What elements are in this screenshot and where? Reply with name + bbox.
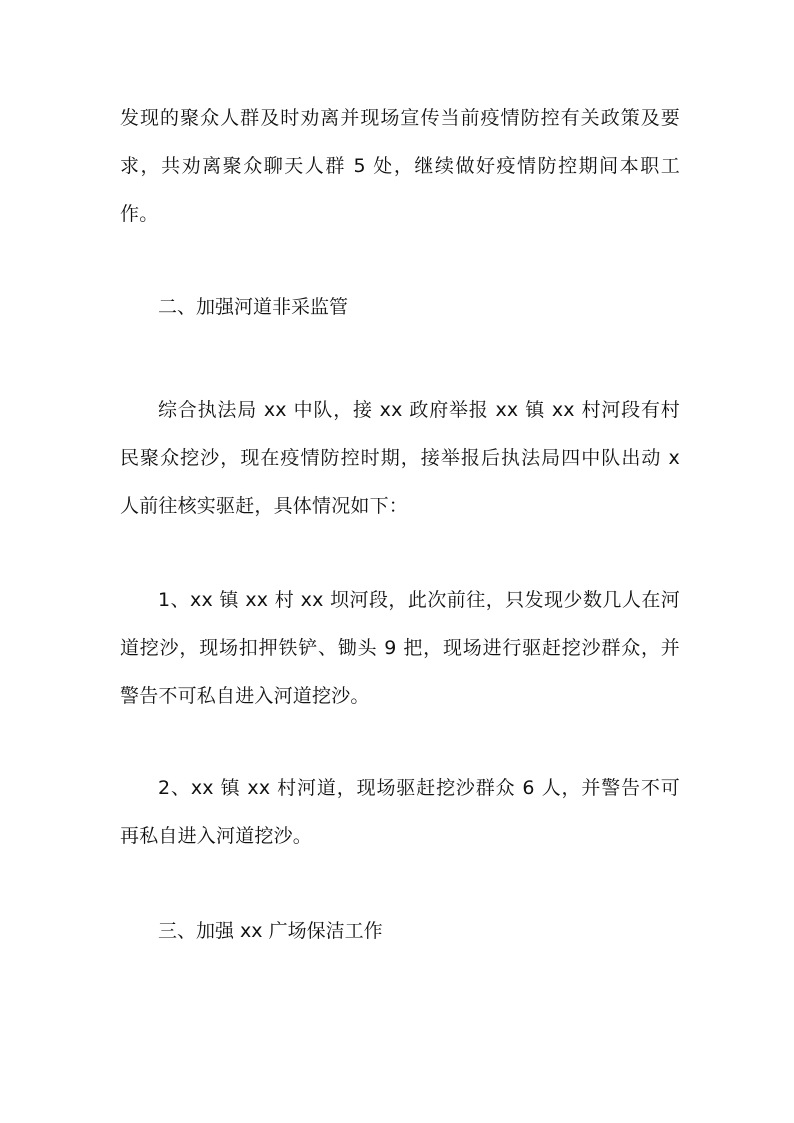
paragraph-item-2: 2、xx 镇 xx 村河道，现场驱赶挖沙群众 6 人，并警告不可再私自进入河道挖沙。	[120, 777, 680, 847]
section-heading-square-cleaning: 三、加强 xx 广场保洁工作	[158, 920, 383, 942]
paragraph-item-1: 1、xx 镇 xx 村 xx 坝河段，此次前往，只发现少数几人在河道挖沙，现场扣押铁铲、锄头 9 把，现场进行驱赶挖沙群众，并警告不可私自进入河道挖沙。	[120, 589, 680, 707]
paragraph-enforcement-report: 综合执法局 xx 中队，接 xx 政府举报 xx 镇 xx 村河段有村民聚众挖沙，现在疫情防控时期，接举报后执法局四中队出动 x 人前往核实驱赶，具体情况如下：	[120, 399, 680, 517]
section-heading-river-supervision: 二、加强河道非采监管	[158, 296, 349, 318]
paragraph-continued-epidemic-duty: 发现的聚众人群及时劝离并现场宣传当前疫情防控有关政策及要求，共劝离聚众聊天人群 5 处，继续做好疫情防控期间本职工作。	[120, 107, 680, 225]
